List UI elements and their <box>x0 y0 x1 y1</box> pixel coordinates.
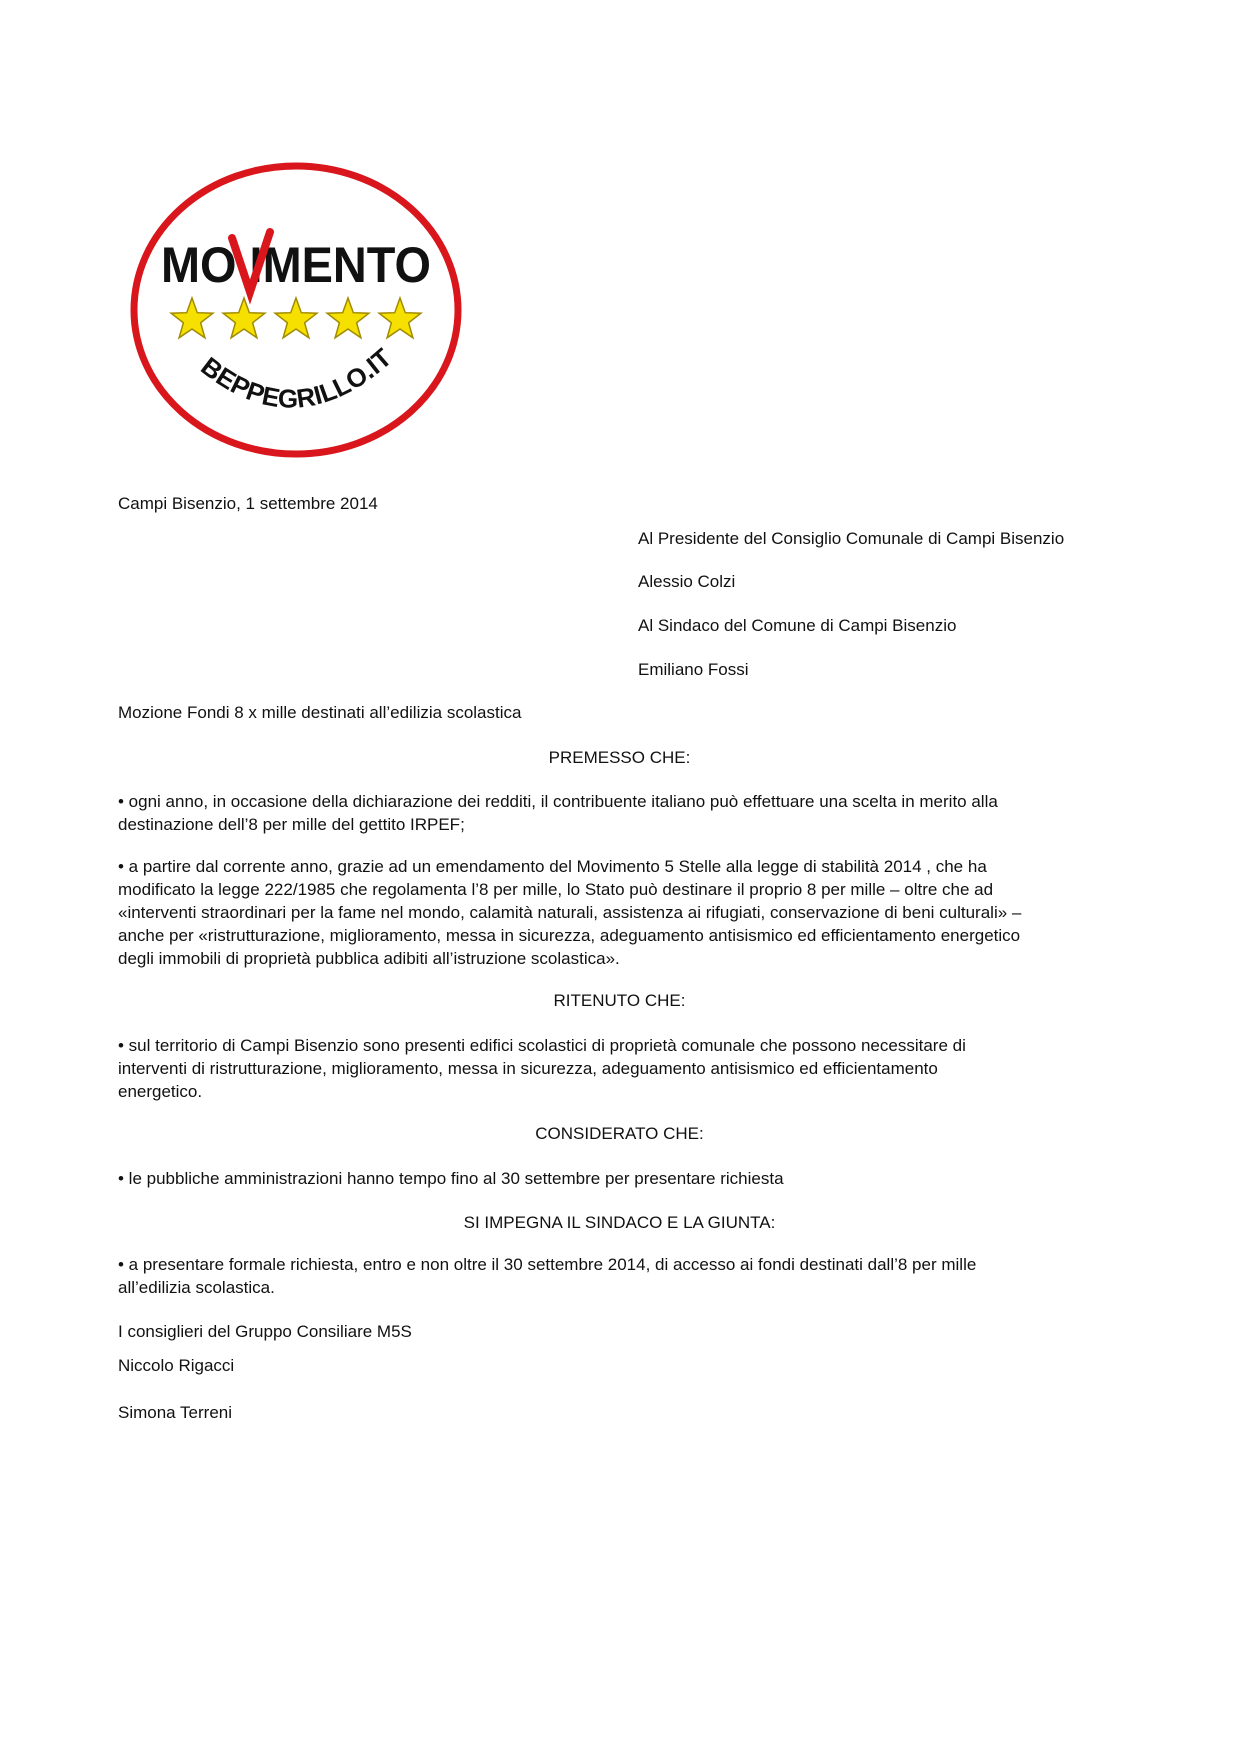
signature-name: Simona Terreni <box>118 1403 233 1422</box>
recipient-president-title: Al Presidente del Consiglio Comunale di Campi Bisenzio <box>638 529 1065 548</box>
text-line: • a presentare formale richiesta, entro e non oltre il 30 settembre 2014, di accesso ai fondi destinati dall’8 per mille <box>118 1255 977 1274</box>
bullet-paragraph <box>118 790 998 836</box>
recipient-mayor-name: Emiliano Fossi <box>638 660 749 679</box>
heading-premesso: PREMESSO CHE: <box>548 748 691 767</box>
text-line: • sul territorio di Campi Bisenzio sono presenti edifici scolastici di proprietà comunale che possono necessitare di <box>118 1036 966 1055</box>
text-line: modificato la legge 222/1985 che regolamenta l’8 per mille, lo Stato può destinare il proprio 8 per mille – oltre che ad <box>118 880 994 899</box>
svg-text:BEPPEGRILLO.IT: BEPPEGRILLO.IT <box>195 342 398 414</box>
bullet-paragraph <box>118 1034 966 1103</box>
text-line: • le pubbliche amministrazioni hanno tempo fino al 30 settembre per presentare richiesta <box>118 1169 784 1188</box>
bullet-paragraph <box>118 855 1021 970</box>
text-line: • a partire dal corrente anno, grazie ad un emendamento del Movimento 5 Stelle alla legge di stabilità 2014 , che ha <box>118 857 987 876</box>
text-line: • ogni anno, in occasione della dichiarazione dei redditi, il contribuente italiano può effettuare una scelta in merito alla <box>118 792 998 811</box>
recipient-mayor-title: Al Sindaco del Comune di Campi Bisenzio <box>638 616 957 635</box>
text-line: all’edilizia scolastica. <box>118 1278 275 1297</box>
signature-group: I consiglieri del Gruppo Consiliare M5S <box>118 1322 412 1341</box>
date-line: Campi Bisenzio, 1 settembre 2014 <box>118 494 378 513</box>
text-line: energetico. <box>118 1082 203 1101</box>
text-line: degli immobili di proprietà pubblica adibiti all’istruzione scolastica». <box>118 949 620 968</box>
text-line: «interventi straordinari per la fame nel mondo, calamità naturali, assistenza ai rifugiati, conservazione di beni culturali» – <box>118 903 1022 922</box>
text-line: destinazione dell’8 per mille del gettito IRPEF; <box>118 815 465 834</box>
heading-considerato: CONSIDERATO CHE: <box>535 1124 704 1143</box>
heading-impegna: SI IMPEGNA IL SINDACO E LA GIUNTA: <box>463 1213 776 1232</box>
heading-ritenuto: RITENUTO CHE: <box>553 991 686 1010</box>
svg-text:MO IMENTO: MO IMENTO <box>161 237 431 293</box>
bullet-paragraph <box>118 1167 784 1190</box>
subject-line: Mozione Fondi 8 x mille destinati all’edilizia scolastica <box>118 703 522 722</box>
recipient-president-name: Alessio Colzi <box>638 572 736 591</box>
text-line: interventi di ristrutturazione, miglioramento, messa in sicurezza, adeguamento antisismico ed efficientamento <box>118 1059 938 1078</box>
signature-name: Niccolo Rigacci <box>118 1356 235 1375</box>
bullet-paragraph <box>118 1253 976 1299</box>
text-line: anche per «ristrutturazione, miglioramento, messa in sicurezza, adeguamento antisismico ed efficientamento energetico <box>118 926 1021 945</box>
movimento-5-stelle-logo <box>128 160 464 460</box>
